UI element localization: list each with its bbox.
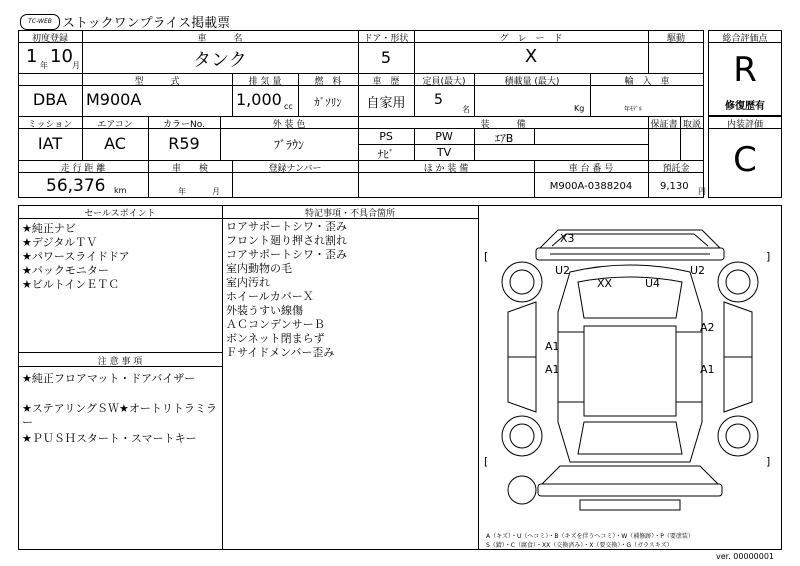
sales-points-label: セールスポイント [84,209,156,219]
fuel-label: 燃 料 [314,77,342,87]
damage-mark-u4: U4 [645,277,661,290]
bracket-right-bottom: ] [766,455,771,468]
special-notes-label: 特記事項・不具合箇所 [304,209,395,219]
legend-line-1: A（キズ）・U（ヘコミ）・B（キズを伴うヘコミ）・W（補修跡）・P（要塗装） [486,533,694,540]
history-value: 自家用 [366,96,406,111]
history-label: 車 歴 [372,77,400,87]
inspection-month-unit: 月 [212,187,220,196]
type-prefix: DBA [32,90,68,109]
damage-mark-a1-left-upper: A1 [545,340,560,353]
first-reg-month: 10 [50,46,73,67]
grade-value: X [524,46,538,67]
list-item: 室内動物の毛 [226,262,292,275]
list-item: ★デジタルＴＶ [22,236,98,249]
list-item: ★純正フロアマット・ドアバイザー [22,372,196,385]
list-item: 室内汚れ [226,276,270,289]
equipment-label: 装 備 [480,120,526,130]
doors-label: ドア・形状 [363,34,409,44]
inspection-label: 車 検 [171,164,208,174]
load-label: 積載量 (最大) [504,77,560,87]
doors-value: 5 [380,48,392,67]
list-item: ロアサポートシワ・歪み [226,220,347,233]
overall-grade-value: R [733,50,757,90]
damage-mark-u2-right: U2 [690,264,706,277]
bracket-left-bottom: [ [484,455,489,468]
damage-mark-u2-left: U2 [555,264,571,277]
ac-value: AC [104,134,126,153]
type-value: M900A [86,90,142,109]
list-item: ★ＰＵＳＨスタート・スマートキー [22,432,197,445]
type-label: 型 式 [134,77,180,87]
overall-grade-label: 総合評価点 [722,34,768,44]
notes-label: 注 意 事 項 [97,357,143,367]
mileage-value: 56,376 [46,176,106,196]
grade-label: グ レ ー ド [499,34,563,44]
overall-grade-note: 修復歴有 [725,101,765,112]
list-item: 外装うすい線傷 [226,304,303,317]
interior-grade-value: C [733,140,757,180]
capacity-label: 定員(最大) [422,77,466,87]
inspection-year-unit: 年 [178,187,186,196]
equip-pw: PW [435,130,453,143]
load-unit: Kg [574,104,585,113]
deposit-value: 9,130 [660,181,689,192]
list-item: ★純正ナビ [22,222,76,235]
page-title: ストックワンプライス掲載票 [62,16,231,31]
deposit-unit: 円 [698,187,706,196]
manual-label: 取説 [682,120,701,130]
version-text: ver. 00000001 [716,552,775,561]
chassis-label: 車 台 番 号 [568,164,614,174]
damage-mark-a1-left-lower: A1 [545,363,560,376]
first-reg-year: 1 [26,46,38,67]
ac-label: エアコン [97,120,133,130]
capacity-value: 5 [434,92,443,108]
first-reg-label: 初度登録 [31,34,68,44]
list-item: ★ビルトインＥＴＣ [22,278,120,291]
list-item: ★パワースライドドア [22,250,130,263]
color-no-value: R59 [168,134,200,153]
first-reg-year-unit: 年 [40,61,48,70]
legend-line-2: S（錆）・C（腐食）・XX（交換済み）・X（要交換）・G（ガラスキズ） [486,542,673,549]
other-equip-label: ほ か 装 備 [423,164,469,174]
exterior-color-value: ﾌﾞﾗｳﾝ [273,138,304,152]
deposit-label: 預託金 [662,164,690,174]
model-value: タンク [193,50,247,71]
displacement-value: 1,000 [236,90,282,109]
import-model-unit: 年ﾓﾃﾞﾙ [624,106,643,113]
equip-ps: PS [379,130,393,143]
list-item: ホイールカバーＸ [226,290,314,303]
mileage-label: 走 行 距 離 [60,164,106,174]
displacement-unit: cc [284,102,293,111]
damage-mark-a1-right: A1 [700,363,715,376]
mission-label: ミッション [27,120,73,130]
drive-label: 駆動 [666,34,685,44]
damage-mark-a2: A2 [700,321,715,334]
bracket-left-top: [ [484,250,489,263]
list-item: Ｆサイドメンバー歪み [226,346,335,359]
damage-mark-xx: XX [597,277,613,290]
logo [20,14,60,30]
equip-airbag: ｴｱB [494,132,514,145]
import-label: 輸 入 車 [624,77,670,87]
damage-mark-x3: X3 [560,232,575,245]
list-item: ＡＣコンデンサーＢ [226,318,325,331]
fuel-value: ｶﾞｿﾘﾝ [314,96,342,109]
list-item: コアサポートシワ・歪み [226,248,347,261]
color-no-label: カラーNo. [163,120,205,130]
bracket-right-top: ] [766,250,771,263]
logo-text: TC-WEB [28,18,52,25]
warranty-label: 保証書 [650,120,678,130]
exterior-color-label: 外 装 色 [272,120,306,130]
mission-value: IAT [37,134,63,153]
list-item: ★バックモニター [22,264,109,277]
equip-navi: ﾅﾋﾞ [377,148,395,161]
chassis-value: M900A-0388204 [549,181,633,192]
displacement-label: 排 気 量 [248,77,282,87]
list-item: ★ステアリングＳＷ★オートリトラミラー [22,402,217,429]
model-label: 車 名 [197,34,243,44]
first-reg-month-unit: 月 [72,61,80,70]
list-item: フロント廻り押され割れ [226,234,347,247]
list-item: ボンネット閉まらず [226,332,325,345]
plate-label: 登録ナンバー [268,164,322,174]
equip-tv: TV [436,146,452,159]
mileage-unit: km [114,186,127,195]
interior-grade-label: 内装評価 [726,120,763,130]
capacity-unit: 名 [462,105,470,114]
car-damage-diagram [480,222,780,524]
